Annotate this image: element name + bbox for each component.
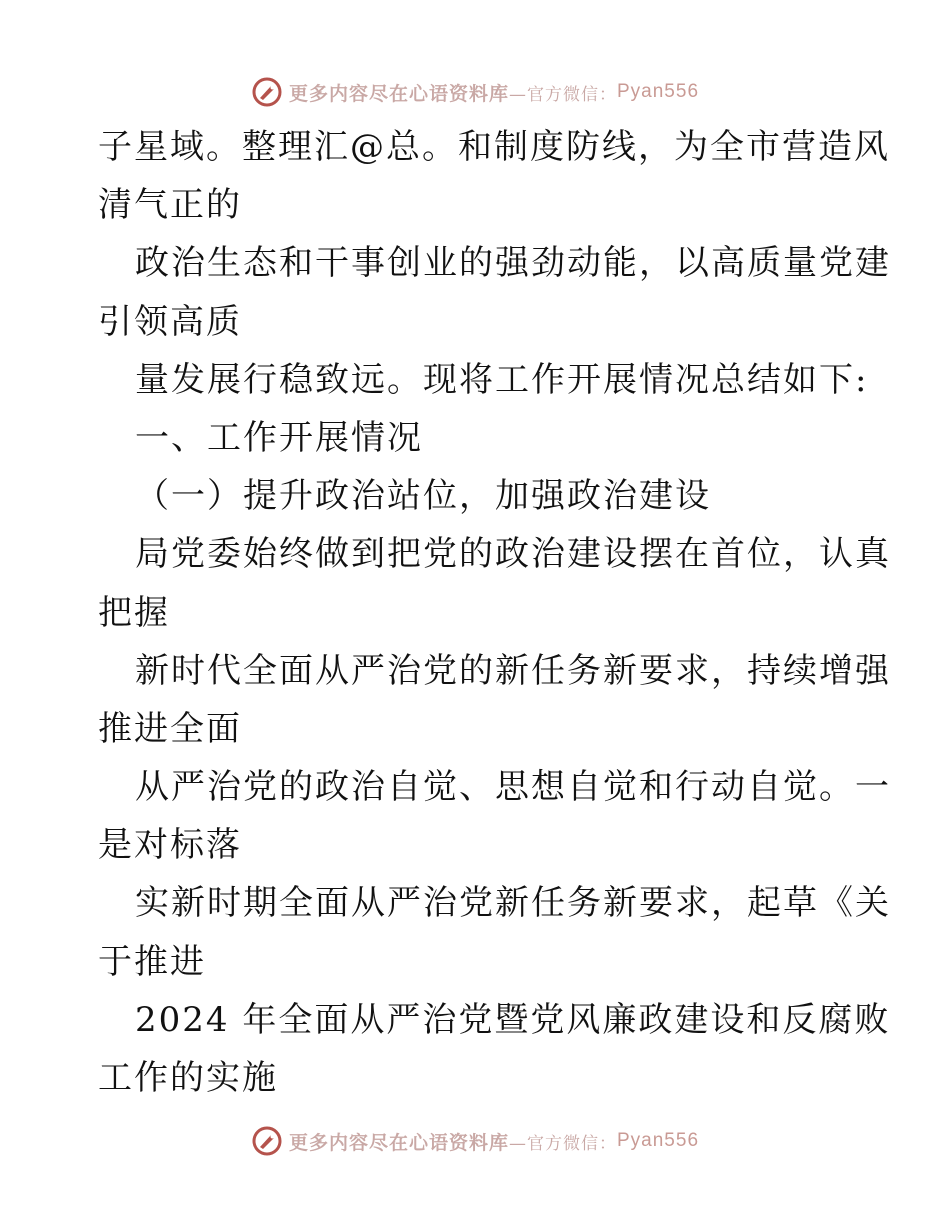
body-line: 于推进 [98,941,206,982]
subsection-heading: （一）提升政治站位，加强政治建设 [135,476,711,517]
body-line: 清气正的 [98,185,242,226]
document-body [98,118,891,1107]
footer-watermark [0,1121,950,1161]
body-line: 推进全面 [98,708,242,749]
fountain-pen-seal-icon [251,76,283,108]
body-line: 量发展行稳致远。现将工作开展情况总结如下: [135,359,869,400]
watermark-id-text: Pyan556 [617,1130,700,1151]
header-watermark [0,72,950,112]
body-line: 工作的实施 [98,1058,278,1098]
body-line: 新时代全面从严治党的新任务新要求，持续增强 [135,650,891,691]
body-line: 把握 [98,592,170,633]
body-line: 引领高质 [98,301,242,342]
body-line: 是对标落 [98,825,242,866]
watermark-sub-text: —官方微信： [509,84,617,105]
body-line: 政治生态和干事创业的强劲动能，以高质量党建 [135,243,891,284]
watermark-sub-text: —官方微信： [509,1133,617,1154]
body-line: 子星域。整理汇@总。和制度防线，为全市营造风 [98,127,890,167]
watermark-main-text: 更多内容尽在心语资料库 [288,1131,509,1154]
section-heading: 一、工作开展情况 [135,417,423,458]
body-line: 局党委始终做到把党的政治建设摆在首位，认真 [135,534,891,575]
watermark-id-text: Pyan556 [617,81,700,102]
fountain-pen-seal-icon [251,1125,283,1157]
watermark-main-text: 更多内容尽在心语资料库 [288,82,509,105]
body-line: 从严治党的政治自觉、思想自觉和行动自觉。一 [135,767,891,808]
body-line: 2024 年全面从严治党暨党风廉政建设和反腐败 [135,999,891,1040]
body-line: 实新时期全面从严治党新任务新要求，起草《关 [135,883,891,924]
